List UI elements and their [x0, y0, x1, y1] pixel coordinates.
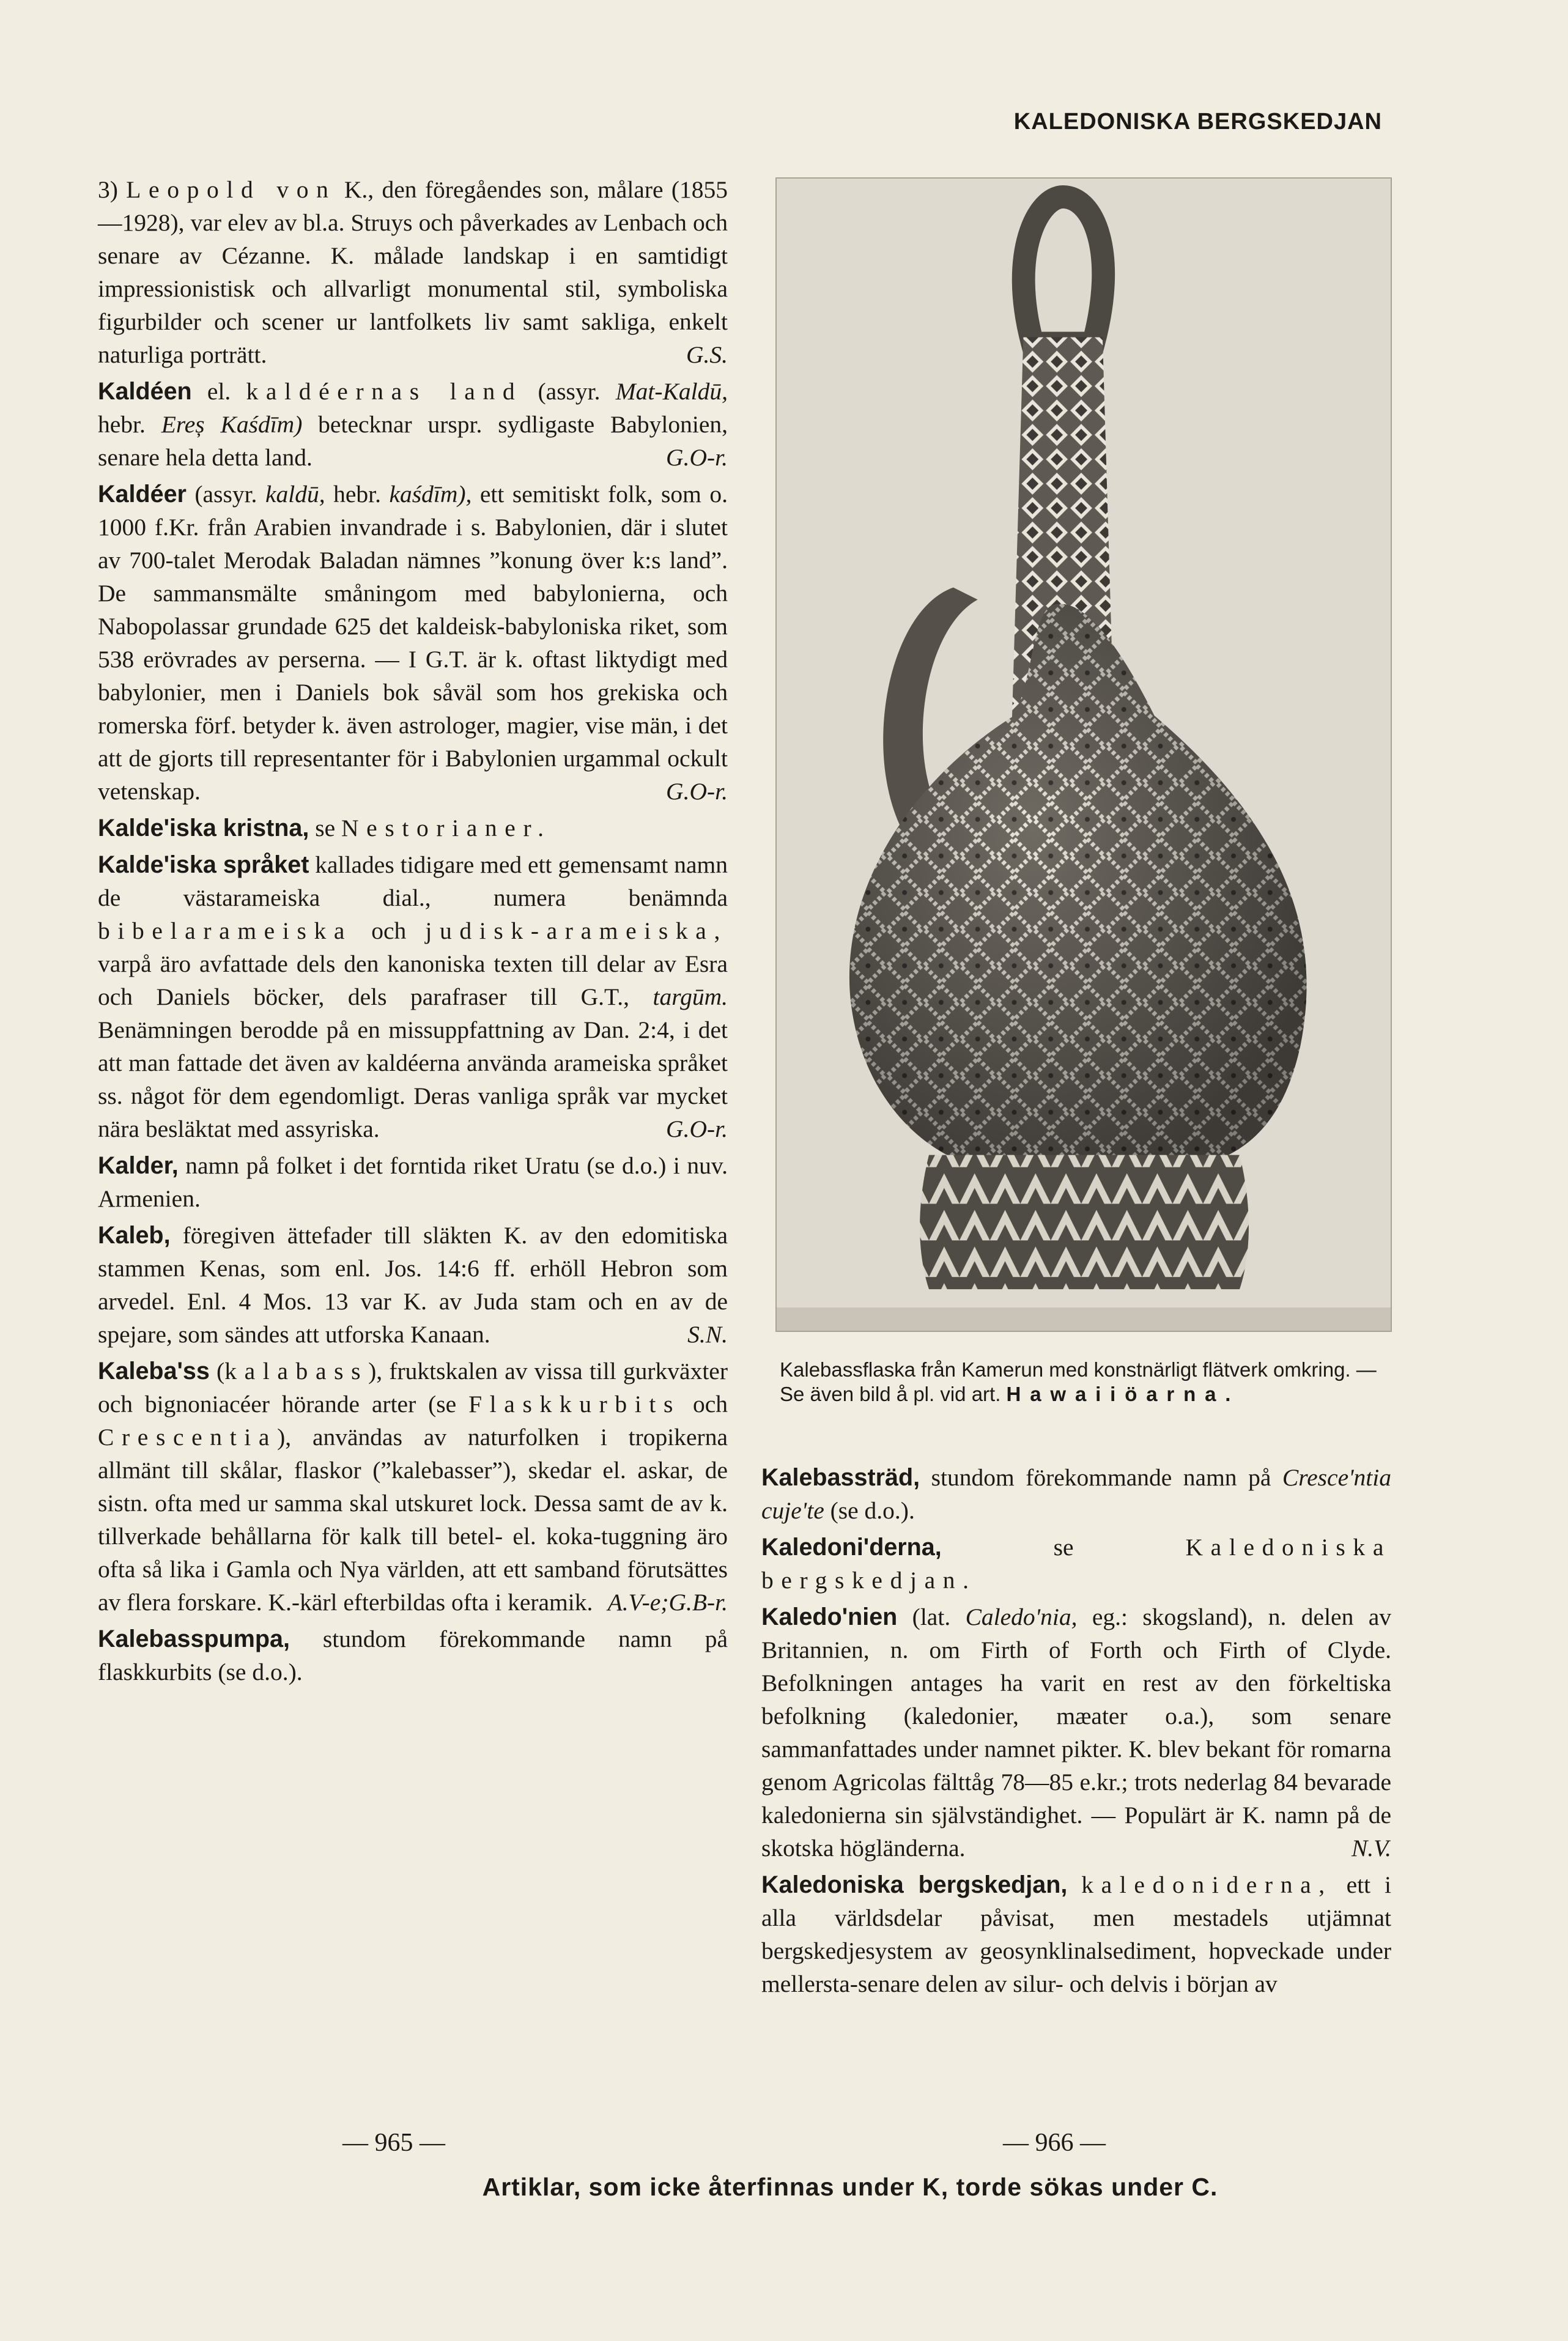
entry-kalebasspumpa	[98, 1622, 728, 1688]
italic-term: Mat-Kaldū,	[615, 378, 728, 405]
entry-number: 3)	[98, 176, 118, 203]
author-signature: G.O-r.	[666, 778, 728, 805]
headword-kaldeen: Kaldéen	[98, 378, 192, 405]
entry-text: ett semitiskt folk, som o. 1000 f.Kr. från Arabien invandrade i s. Babylonien, där i slutet av 700-talet Merodak Baladan nämnes ”konung över k:s land”. De sammansmälte småningom med babylonierna, och Nabopolassar grundade 625 det kaldeisk-babyloniska riket, som 538 erövrades av perserna. — I G.T. är k. oftast liktydigt med babylonier, men i Daniels bok såväl som hos grekiska och romerska förf. betyder k. även astrologer, magier, vise män, i det att de gjorts till representanter för i Babylonien urgammal ockult vetenskap.	[98, 481, 728, 805]
entry-kaledoniska-bergskedjan	[761, 1868, 1391, 2000]
gourd-flask-illustration	[777, 179, 1391, 1331]
caption-text: Kalebassflaska från Kamerun med konstnärligt flätverk omkring. — Se även bild å pl. vid art.	[780, 1358, 1377, 1405]
entry-text: Benämningen berodde på en missuppfattning av Dan. 2:4, i det att man fattade det även av kaldéerna använda arameiska språket ss. något för dem egendomligt. Deras vanliga språk var mycket nära besläktat med assyriska.	[98, 1016, 728, 1142]
headword-kalebasstrad: Kalebassträd,	[761, 1464, 920, 1491]
entry-kaldeiska-kristna	[98, 812, 728, 845]
entry-text: (se d.o.).	[824, 1497, 915, 1524]
entry-text: (	[209, 1358, 225, 1385]
entry-text: föregiven ättefader till släkten K. av den edomitiska stammen Kenas, som enl. Jos. 14:6 ff. erhöll Hebron som arvedel. Enl. 4 Mos. 13 var K. av Juda stam och en av de spejare, som sändes att utforska Kanaan.	[98, 1222, 728, 1348]
entry-kaldeer	[98, 478, 728, 808]
entry-text	[1067, 1871, 1081, 1898]
headword-kaleb: Kaleb,	[98, 1222, 171, 1249]
entry-kalebass	[98, 1355, 728, 1619]
italic-term: kaldū,	[265, 481, 325, 508]
entry-text: (assyr.	[186, 481, 265, 508]
running-head: KALEDONISKA BERGSKEDJAN	[1013, 109, 1382, 135]
page-number-left: — 965 —	[342, 2129, 445, 2157]
entry-text: se	[309, 815, 341, 841]
entry-text: varpå äro avfattade dels den kanoniska texten till delar av Esra och Daniels böcker, dels parafraser till G.T.,	[98, 950, 728, 1010]
entry-text: stundom förekommande namn på	[920, 1464, 1282, 1491]
entry-kaldeen	[98, 375, 728, 474]
author-signature: N.V.	[1351, 1835, 1391, 1862]
headword-kaldeiska-kristna: Kalde'iska kristna,	[98, 815, 309, 841]
headword-kalebasspumpa: Kalebasspumpa,	[98, 1625, 290, 1652]
left-column	[98, 173, 728, 1692]
headword-kalebass: Kaleba'ss	[98, 1358, 210, 1385]
figure-caption	[780, 1358, 1391, 1407]
entry-leopold	[98, 173, 728, 371]
entry-kaleb	[98, 1219, 728, 1351]
headword-kaldeiska-spraket: Kalde'iska språket	[98, 851, 309, 878]
entry-kaldeiska-spraket	[98, 848, 728, 1145]
spaced-term: kaldéernas land	[246, 378, 523, 405]
entry-kaledoniderna	[761, 1531, 1391, 1597]
entry-text: och	[681, 1391, 728, 1418]
spaced-term: kalabass	[224, 1358, 369, 1385]
right-column	[761, 1461, 1391, 2004]
headword-kaledoniska-bergskedjan: Kaledoniska bergskedjan,	[761, 1871, 1068, 1898]
entry-text: ett i alla världsdelar påvisat, men mestadels utjämnat bergskedjesystem av geosynklinalsediment, hopveckade under mellersta-senare delen av silur- och delvis i början av	[761, 1871, 1391, 1997]
headword-kaldeer: Kaldéer	[98, 481, 187, 508]
entry-text: betecknar urspr. sydligaste Babylonien, senare hela detta land.	[98, 411, 728, 471]
entry-text: kallades tidigare med ett gemensamt namn de västarameiska dial., numera benämnda	[98, 851, 728, 911]
entry-text: och	[352, 917, 426, 944]
entry-text: hebr.	[98, 411, 161, 438]
cross-reference: Flaskkurbits	[468, 1391, 681, 1418]
entry-text: (lat.	[897, 1603, 966, 1630]
entry-text: namn på folket i det forntida riket Uratu (se d.o.) i nuv. Armenien.	[98, 1152, 728, 1212]
gourd-flask-photo	[775, 177, 1392, 1332]
headword-leopold: Leopold von	[126, 176, 336, 203]
cross-reference: Crescentia	[98, 1424, 278, 1451]
entry-text: eg.: skogsland), n. delen av Britannien, n. om Firth of Forth och Firth of Clyde. Befolkningen antages ha varit en rest av den förkeltiska befolkning (kaledonier, mæater o.a.), som senare sammanfattades under namnet pikter. K. blev bekant för romarna genom Agricolas fälttåg 78—85 e.kr.; trots nederlag 84 bevarade kaledonierna sin självständighet. — Populärt är K. namn på de skotska högländerna.	[761, 1603, 1391, 1862]
spaced-term: bibelarameiska	[98, 917, 353, 944]
italic-term: Caledo'nia,	[965, 1603, 1078, 1630]
entry-text: (assyr.	[522, 378, 616, 405]
author-signature: G.O-r.	[666, 1115, 728, 1142]
entry-text: el.	[191, 378, 246, 405]
headword-kaledoniderna: Kaledoni'derna,	[761, 1534, 942, 1561]
italic-term: Ereș Kaśdīm)	[161, 411, 303, 438]
page-number-right: — 966 —	[1003, 2129, 1106, 2157]
spaced-term: judisk-arameiska,	[425, 917, 728, 944]
spaced-term: kaledoniderna,	[1081, 1871, 1333, 1898]
italic-term: Cresce'ntia cuje'te	[761, 1464, 1391, 1524]
italic-term: targūm.	[653, 983, 728, 1010]
headword-kalder: Kalder,	[98, 1152, 179, 1179]
cross-reference: Kaledoniska bergskedjan.	[761, 1534, 1391, 1594]
entry-text: ), fruktskalen av vissa till gurkväxter och bignoniacéer hörande arter (se	[98, 1358, 728, 1418]
author-signature: A.V-e;G.B-r.	[607, 1589, 728, 1616]
entry-text: ), användas av naturfolken i tropikerna allmänt till skålar, flaskor (”kalebasser”), skedar el. askar, de sistn. ofta med ur samma skal utskuret lock. Dessa samt de av k. tillverkade behållarna för kalk till betel- el. koka-tuggning äro ofta så lika i Gamla och Nya världen, att ett samband förutsättes av flera forskare. K.-kärl efterbildas ofta i keramik.	[98, 1424, 728, 1616]
entry-kaledonien	[761, 1600, 1391, 1865]
entry-kalebasstrad	[761, 1461, 1391, 1527]
cross-reference: Nestorianer.	[341, 815, 552, 841]
italic-term: kaśdīm),	[389, 481, 472, 508]
author-signature: G.O-r.	[666, 444, 728, 471]
entry-text: se	[941, 1534, 1186, 1561]
author-signature: S.N.	[687, 1321, 728, 1348]
entry-text: hebr.	[325, 481, 390, 508]
cross-reference: Hawaiiöarna.	[1006, 1383, 1240, 1405]
headword-kaledonien: Kaledo'nien	[761, 1603, 898, 1630]
entry-text: stundom förekommande namn på flaskkurbits (se d.o.).	[98, 1625, 728, 1685]
entry-kalder	[98, 1149, 728, 1215]
entry-text: K., den föregåendes son, målare (1855—1928), var elev av bl.a. Struys och påverkades av Lenbach och senare av Cézanne. K. målade landskap i en samtidigt impressionistisk och allvarligt monumental stil, symboliska figurbilder och scener ur lantfolkets liv samt sakliga, enkelt naturliga porträtt.	[98, 176, 728, 368]
footer-note: Artiklar, som icke återfinnas under K, torde sökas under C.	[482, 2173, 1218, 2201]
author-signature: G.S.	[686, 341, 728, 368]
